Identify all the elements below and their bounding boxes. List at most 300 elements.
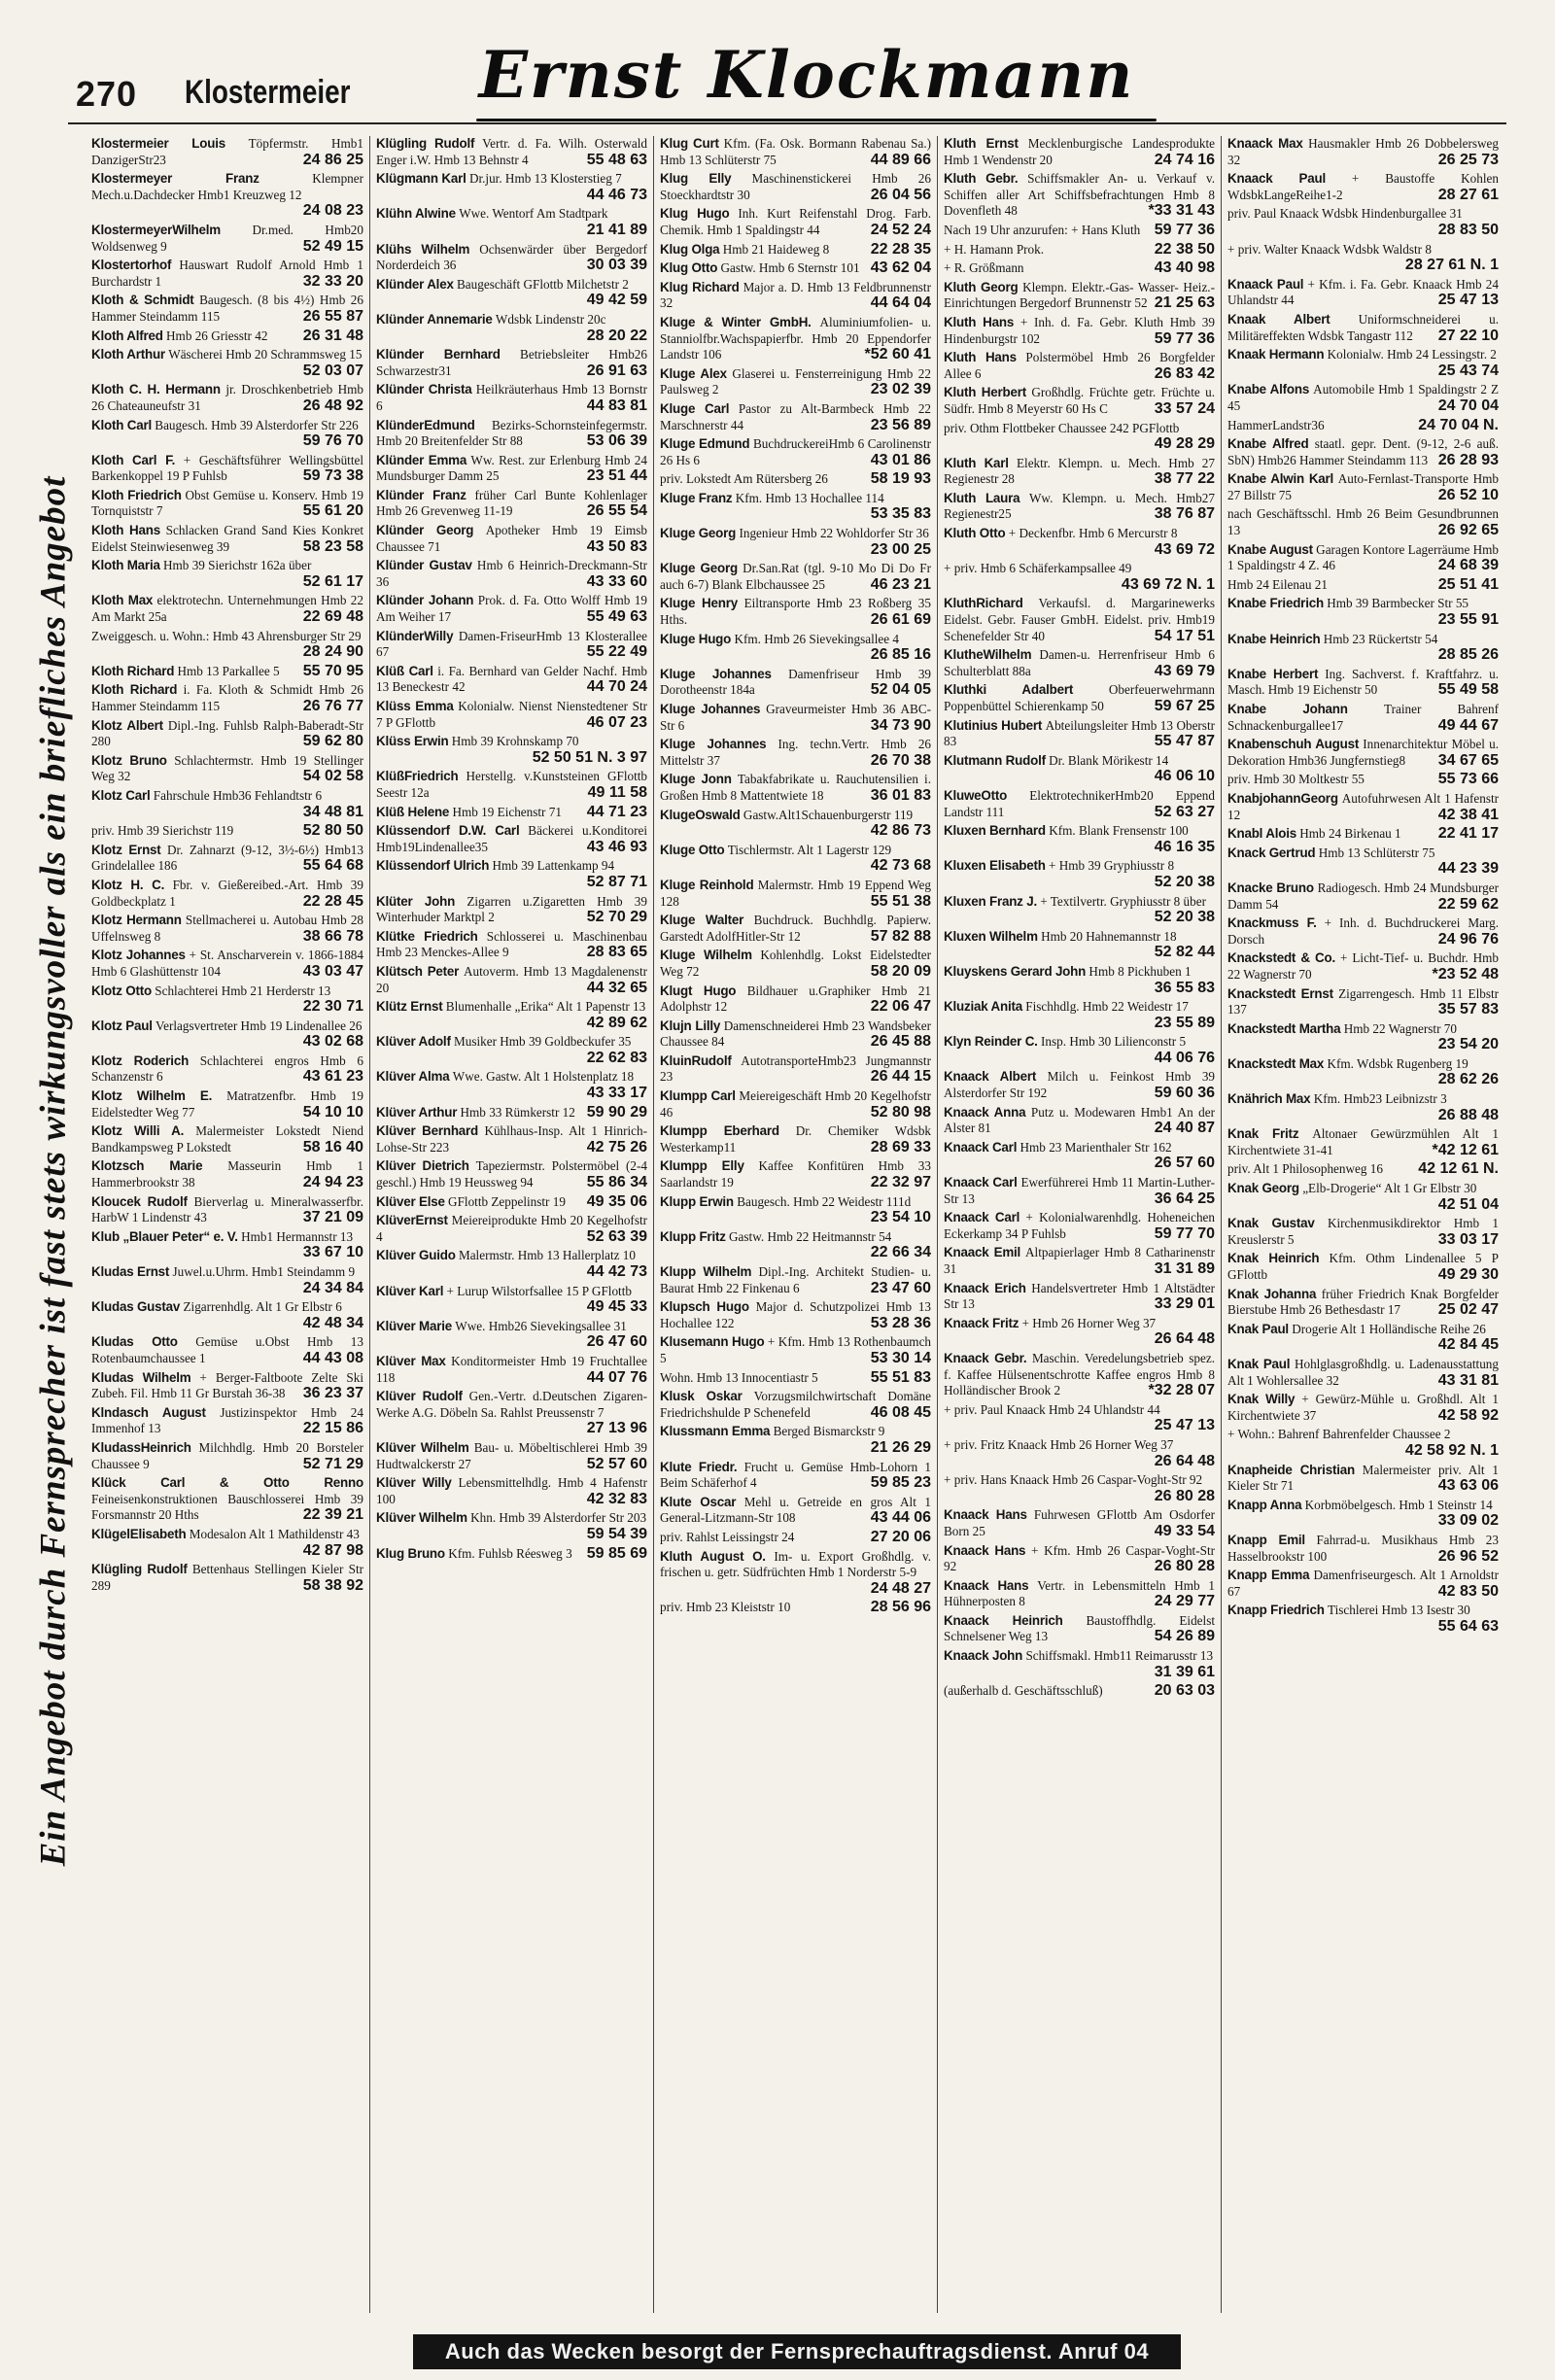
listing-entry <box>1227 1181 1499 1213</box>
listing-entry <box>91 718 363 750</box>
listing-phone: 55 70 95 <box>302 662 363 679</box>
listing-phone: 26 44 15 <box>870 1068 931 1086</box>
listing-name: KludassHeinrich <box>91 1439 191 1455</box>
listing-name: Klumpp Eberhard <box>660 1123 779 1139</box>
listing-entry <box>1227 1216 1499 1248</box>
listing-phone: 24 70 04 <box>1437 397 1499 414</box>
listing-entry <box>376 1475 647 1507</box>
listing-phone: 44 89 66 <box>870 151 931 168</box>
listing-details: Gastw. Hmb 22 Heitmannstr 54 <box>729 1228 892 1244</box>
listing-name: Kluge Henry <box>660 596 738 611</box>
listing-entry <box>91 682 363 714</box>
listing-name: Kluxen Bernhard <box>944 823 1046 839</box>
listing-entry <box>376 242 647 274</box>
listing-phone: 28 56 96 <box>870 1599 931 1616</box>
listing-name: Klück Carl & Otto Renno <box>91 1475 363 1491</box>
listing-phone: 55 47 87 <box>1154 733 1215 750</box>
listing-details: Kfm. Fuhlsb Réesweg 3 <box>448 1545 572 1561</box>
listing-entry <box>1227 1251 1499 1283</box>
listing-entry <box>944 999 1215 1031</box>
listing-entry <box>376 805 647 821</box>
listing-phone: 36 55 83 <box>1154 979 1215 996</box>
listing-entry <box>376 1546 647 1563</box>
listing-phone: 36 23 37 <box>302 1385 363 1402</box>
listing-name: Knaack Carl <box>944 1175 1018 1190</box>
listing-details: Bettenhaus Stellingen Kieler Str 289 <box>91 1562 363 1593</box>
listing-name: Klussmann Emma <box>660 1424 771 1439</box>
listing-details: Malermstr. Hmb 19 Eppend Weg 128 <box>660 877 931 909</box>
listing-entry <box>1227 772 1499 788</box>
listing-details: + Textilvertr. Gryphiusstr 8 über <box>1040 893 1206 909</box>
listing-name: Klyn Reinder C. <box>944 1034 1038 1050</box>
listing-details: Modesalon Alt 1 Mathildenstr 43 <box>189 1526 360 1541</box>
listing-details: Elektr. Klempn. u. Mech. Hmb 27 Regienestr 28 <box>944 455 1215 487</box>
listing-details: Polstermöbel Hmb 26 Borgfelder Allee 6 <box>944 350 1215 381</box>
listing-entry <box>91 223 363 255</box>
listing-name: Knak Heinrich <box>1227 1251 1320 1266</box>
listing-details: Altonaer Gewürzmühlen Alt 1 Kirchentwiete 31-41 <box>1227 1126 1500 1157</box>
listing-name: Klütke Friedrich <box>376 928 478 944</box>
listing-details: Schiffsmakler An- u. Verkauf v. Schiffen aller Art Schiffsbefrachtungen Hmb 8 Dovenfleth 48 <box>944 171 1215 219</box>
listing-entry <box>1227 171 1499 203</box>
listing-phone: 42 38 41 <box>1437 806 1499 823</box>
listing-phone: 59 77 70 <box>1154 1224 1215 1242</box>
listing-details: staatl. gepr. Dent. (9-12, 2-6 auß. SbN) Hmb26 Hammer Steindamm 113 <box>1227 436 1500 467</box>
listing-phone: 58 20 09 <box>870 962 931 980</box>
listing-details: Hmb 19 Eichenstr 71 <box>452 804 562 819</box>
listing-details: Dr.San.Rat (tgl. 9-10 Mo Di Do Fr auch 6-7) Blank Elbchaussee 25 <box>660 561 931 592</box>
listing-entry <box>944 718 1215 750</box>
listing-name: Klünder Annemarie <box>376 311 493 327</box>
listing-entry <box>1227 880 1499 913</box>
listing-name: Kloth Maria <box>91 558 160 573</box>
listing-phone: 26 48 92 <box>302 397 363 414</box>
listing-phone: 59 76 70 <box>302 432 363 450</box>
listing-phone: 46 07 23 <box>586 713 647 731</box>
listing-phone: 27 22 10 <box>1437 327 1499 344</box>
listing-details: + Gewürz-Mühle u. Großhdl. Alt 1 Kirchentwiete 37 <box>1227 1392 1499 1423</box>
listing-name: Knackstedt Ernst <box>1227 985 1333 1001</box>
listing-details: Justizinspektor Hmb 24 Immenhof 13 <box>91 1404 363 1436</box>
listing-entry <box>944 858 1215 890</box>
listing-entry <box>376 171 647 203</box>
listing-entry <box>660 1018 931 1051</box>
listing-entry <box>944 1402 1215 1434</box>
listing-phone: 43 33 17 <box>586 1085 647 1102</box>
listing-details: Bezirks-Schornsteinfegermstr. Hmb 20 Breitenfelder Str 88 <box>376 417 647 449</box>
listing-details: priv. Lokstedt Am Rütersberg 26 <box>660 471 828 487</box>
listing-entry <box>660 171 931 203</box>
listing-details: Schlachterei engros Hmb 6 Schanzenstr 6 <box>91 1052 363 1085</box>
listing-phone: 38 66 78 <box>302 927 363 945</box>
listing-name: Kluth Karl <box>944 455 1009 470</box>
listing-phone: 49 28 29 <box>1154 435 1215 453</box>
listing-details: + H. Hamann Prok. <box>944 241 1045 257</box>
listing-entry <box>91 171 363 220</box>
listing-phone: 26 31 48 <box>302 327 363 344</box>
advertisement-underline <box>476 119 1157 121</box>
listing-details: Damen-FriseurHmb 13 Klosterallee 67 <box>376 628 648 660</box>
listing-entry <box>376 664 647 696</box>
advertisement-banner: Ernst Klockmann <box>478 37 1135 113</box>
listing-entry <box>376 1284 647 1316</box>
listing-details: Aluminiumfolien- u. Stanniolfbr.Wachspapierfbr. Hmb 20 Eppendorfer Landstr 106 <box>660 314 932 362</box>
listing-details: Milch u. Feinkost Hmb 39 Alsterdorfer Str 192 <box>944 1069 1216 1101</box>
listing-phone: 26 85 16 <box>870 646 931 664</box>
listing-entry <box>376 894 647 926</box>
listing-name: Kluge Franz <box>660 490 733 505</box>
listing-phone: 44 71 23 <box>586 803 647 820</box>
listing-name: Kloth Richard <box>91 682 178 698</box>
listing-details: Prok. d. Fa. Otto Wolff Hmb 19 Am Weiher 17 <box>376 593 647 625</box>
listing-details: Baugesch. Hmb 22 Weidestr 111d <box>737 1193 912 1209</box>
listing-name: Knaack Emil <box>944 1245 1021 1260</box>
listing-details: Fuhrwesen GFlottb Am Osdorfer Born 25 <box>944 1507 1215 1538</box>
listing-phone: 49 42 59 <box>586 292 647 309</box>
listing-phone: 42 86 73 <box>870 822 931 840</box>
listing-phone: 33 29 01 <box>1154 1295 1215 1313</box>
listing-entry <box>1227 1091 1499 1123</box>
listing-entry <box>91 1018 363 1051</box>
listing-name: KlüverErnst <box>376 1213 448 1228</box>
listing-entry <box>944 385 1215 417</box>
listing-details: AutotransporteHmb23 Jungmannstr 23 <box>660 1052 931 1085</box>
listing-details: Kühlhaus-Insp. Alt 1 Hinrich-Lohse-Str 223 <box>376 1123 647 1155</box>
listing-phone: 55 73 66 <box>1437 771 1499 788</box>
listing-entry <box>91 823 363 840</box>
listing-details: + Kfm. Hmb 13 Rothenbaumch 5 <box>660 1334 932 1365</box>
listing-phone: 26 04 56 <box>870 186 931 203</box>
listing-phone: 42 73 68 <box>870 857 931 875</box>
listing-details: Blumenhalle „Erika“ Alt 1 Papenstr 13 <box>445 999 646 1015</box>
listing-name: Kloth Friedrich <box>91 487 182 502</box>
listing-entry <box>944 1507 1215 1539</box>
listing-details: Berged Bismarckstr 9 <box>773 1424 885 1439</box>
listing-name: Knackstedt & Co. <box>1227 950 1335 966</box>
listing-details: + priv. Hmb 6 Schäferkampsallee 49 <box>944 561 1132 576</box>
listing-entry <box>660 491 931 523</box>
listing-name: Kluxen Wilhelm <box>944 928 1038 944</box>
listing-details: Tischlermstr. Alt 1 Lagerstr 129 <box>727 842 892 857</box>
listing-entry <box>91 1229 363 1261</box>
listing-entry <box>660 401 931 433</box>
listing-entry <box>376 734 647 766</box>
listing-phone: 49 29 30 <box>1437 1266 1499 1283</box>
listing-phone: 52 04 05 <box>870 681 931 699</box>
listing-entry <box>91 347 363 379</box>
listing-details: Fischhdlg. Hmb 22 Weidestr 17 <box>1025 999 1189 1015</box>
listing-entry <box>91 1158 363 1190</box>
listing-phone: 52 63 39 <box>586 1227 647 1245</box>
listing-details: Klempner Mech.u.Dachdecker Hmb1 Kreuzweg 12 <box>91 171 363 202</box>
listing-entry <box>91 328 363 345</box>
listing-phone: 24 96 76 <box>1437 930 1499 948</box>
listing-details: Maschinenstickerei Hmb 26 Stoeckhardtstr 30 <box>660 171 931 202</box>
listing-entry <box>660 315 931 363</box>
listing-name: Klub „Blauer Peter“ e. V. <box>91 1228 238 1244</box>
listing-entry <box>376 1069 647 1101</box>
listing-name: Klüver Dietrich <box>376 1158 469 1174</box>
listing-entry <box>91 453 363 485</box>
listing-phone: 42 87 98 <box>302 1541 363 1559</box>
listing-phone: 28 27 61 N. 1 <box>1404 257 1499 274</box>
listing-details: + Lurup Wilstorfsallee 15 P GFlottb <box>446 1283 632 1298</box>
listing-phone: 44 83 81 <box>586 397 647 414</box>
listing-phone: 44 43 08 <box>302 1349 363 1366</box>
listing-entry <box>1227 950 1499 983</box>
listing-name: Klühs Wilhelm <box>376 241 470 257</box>
listing-name: Kloucek Rudolf <box>91 1193 188 1209</box>
listing-name: Kluth Herbert <box>944 385 1026 400</box>
listing-details: Dr.med. Hmb20 Woldsenweg 9 <box>91 222 363 254</box>
listing-details: Hmb 20 Hahnemannstr 18 <box>1041 928 1177 944</box>
listing-entry <box>91 1405 363 1437</box>
listing-name: Klusemann Hugo <box>660 1334 765 1350</box>
listing-entry <box>944 1648 1215 1680</box>
listing-name: Klotz Roderich <box>91 1052 190 1068</box>
listing-phone: 44 23 39 <box>1437 860 1499 878</box>
listing-name: Kluge Wilhelm <box>660 948 752 963</box>
listing-name: Klütz Ernst <box>376 999 443 1015</box>
listing-name: Knackmuss F. <box>1227 915 1317 931</box>
listing-details: Dr. Chemiker Wdsbk Westerkamp11 <box>660 1123 932 1155</box>
listing-name: Knak Paul <box>1227 1356 1291 1371</box>
listing-details: Inh. Kurt Reifenstahl Drog. Farb. Chemik. Hmb 1 Spaldingstr 44 <box>660 206 931 237</box>
listing-phone: 28 83 65 <box>586 944 647 961</box>
page-number: 270 <box>76 74 138 114</box>
listing-phone: 24 68 39 <box>1437 557 1499 574</box>
listing-phone: 26 64 48 <box>1154 1330 1215 1348</box>
listing-phone: 43 33 60 <box>586 572 647 590</box>
listing-name: Kluge Alex <box>660 365 727 381</box>
listing-entry <box>944 823 1215 855</box>
listing-name: Kluziak Anita <box>944 999 1022 1015</box>
listing-phone: 54 17 51 <box>1154 627 1215 644</box>
listing-phone: 43 31 81 <box>1437 1371 1499 1389</box>
listing-phone: 44 07 76 <box>586 1368 647 1386</box>
listing-details: (außerhalb d. Geschäftsschluß) <box>944 1683 1103 1699</box>
listing-phone: 25 43 74 <box>1437 362 1499 379</box>
listing-entry <box>660 561 931 593</box>
listing-details: Kohlenhdlg. Lokst Eidelstedter Weg 72 <box>660 948 931 979</box>
listing-details: Insp. Hmb 30 Lilienconstr 5 <box>1041 1034 1187 1050</box>
listing-entry <box>91 664 363 680</box>
listing-name: Knabe Johann <box>1227 702 1348 716</box>
listing-phone: 44 06 76 <box>1154 1049 1215 1066</box>
listing-entry <box>944 1245 1215 1277</box>
listing-phone: 58 16 40 <box>302 1138 363 1156</box>
listing-details: Hmb 21 Haideweg 8 <box>722 241 830 257</box>
directory-column-4 <box>937 136 1221 2313</box>
listing-entry <box>944 223 1215 239</box>
listing-phone: 52 50 51 N. 3 97 <box>532 748 647 766</box>
listing-entry <box>944 421 1215 453</box>
listing-details: + Kfm. i. Fa. Gebr. Knaack Hmb 24 Uhlandstr 44 <box>1227 276 1499 308</box>
listing-entry <box>944 1437 1215 1469</box>
listing-entry <box>660 1158 931 1190</box>
listing-entry <box>944 1105 1215 1137</box>
listing-details: Zigarrengesch. Hmb 11 Elbstr 137 <box>1227 985 1500 1018</box>
listing-details: Malermeister priv. Alt 1 Kieler Str 71 <box>1227 1462 1500 1494</box>
listing-phone: 44 42 73 <box>586 1263 647 1280</box>
listing-phone: 42 51 04 <box>1437 1195 1499 1213</box>
listing-name: Kloth Richard <box>91 663 175 678</box>
listing-name: Kluth Laura <box>944 490 1020 505</box>
listing-entry <box>660 436 931 468</box>
listing-name: Klühn Alwine <box>376 206 456 222</box>
listing-entry <box>1227 471 1499 503</box>
listing-details: Kfm. Blank Frensenstr 100 <box>1049 823 1189 839</box>
listing-entry <box>944 1281 1215 1313</box>
listing-entry <box>376 1105 647 1121</box>
listing-details: Radiogesch. Hmb 24 Mundsburger Damm 54 <box>1227 880 1499 912</box>
listing-name: Klünder Emma <box>376 452 467 467</box>
listing-name: Klotzsch Marie <box>91 1158 203 1174</box>
listing-entry <box>376 1354 647 1386</box>
listing-details: Vorzugsmilchwirtschaft Domäne Friedrichshulde P Schenefeld <box>660 1389 931 1420</box>
listing-entry <box>660 366 931 398</box>
listing-entry <box>660 596 931 628</box>
listing-details: Korbmöbelgesch. Hmb 1 Steinstr 14 <box>1304 1497 1493 1512</box>
listing-details: Kaffee Konfitüren Hmb 33 Saarlandstr 19 <box>660 1158 931 1190</box>
listing-details: Wwe. Hmb26 Sievekingsallee 31 <box>455 1318 627 1333</box>
listing-entry <box>1227 312 1499 344</box>
listing-phone: 49 44 67 <box>1437 716 1499 734</box>
listing-details: Herstellg. v.Kunststeinen GFlottb Seestr 12a <box>376 769 647 800</box>
listing-entry <box>376 136 647 168</box>
listing-details: Verlagsvertreter Hmb 19 Lindenallee 26 <box>156 1018 363 1033</box>
listing-name: Knabl Alois <box>1227 826 1296 842</box>
listing-entry <box>1227 1427 1499 1459</box>
listing-details: Kolonialw. Hmb 24 Lessingstr. 2 <box>1327 347 1497 362</box>
listing-details: Drogerie Alt 1 Holländische Reihe 26 <box>1292 1321 1486 1336</box>
listing-name: Knaack Fritz <box>944 1315 1019 1330</box>
listing-details: Hmb 13 Parkallee 5 <box>177 663 280 678</box>
listing-phone: 28 24 90 <box>302 643 363 661</box>
listing-entry <box>944 456 1215 488</box>
listing-details: Hmb 24 Birkenau 1 <box>1299 826 1401 842</box>
listing-details: Major d. Schutzpolizei Hmb 13 Hochallee 122 <box>660 1299 932 1330</box>
listing-phone: 33 09 02 <box>1437 1512 1499 1530</box>
listing-name: Klotz Bruno <box>91 752 167 768</box>
listing-details: Hmb 33 Rümkerstr 12 <box>460 1104 575 1120</box>
listing-phone: 43 46 93 <box>586 838 647 855</box>
listing-phone: 52 49 15 <box>302 237 363 255</box>
listing-details: Uniformschneiderei u. Militäreffekten Wdsbk Tangastr 112 <box>1227 311 1499 343</box>
listing-phone: 34 73 90 <box>870 716 931 734</box>
listing-details: + Inh. d. Fa. Gebr. Kluth Hmb 39 Hindenburgstr 102 <box>944 314 1215 346</box>
listing-phone: 58 38 92 <box>302 1576 363 1594</box>
listing-entry <box>944 1543 1215 1575</box>
listing-details: Schlachtermstr. Hmb 19 Stellinger Weg 32 <box>91 752 363 784</box>
listing-entry <box>1227 1357 1499 1389</box>
listing-name: Klotz Ernst <box>91 842 161 857</box>
listing-name: Klumpp Elly <box>660 1158 744 1174</box>
listing-phone: 43 63 06 <box>1437 1477 1499 1495</box>
listing-details: Oberfeuerwehrmann Poppenbüttel Schierenkamp 50 <box>944 682 1215 713</box>
listing-details: Vertr. d. Fa. Wilh. Osterwald Enger i.W. Hmb 13 Behnstr 4 <box>376 136 647 167</box>
listing-name: Klug Richard <box>660 279 740 294</box>
listing-phone: 38 77 22 <box>1154 470 1215 488</box>
listing-details: Hmb 22 Wagnerstr 70 <box>1343 1020 1457 1036</box>
listing-phone: 26 55 87 <box>302 307 363 325</box>
listing-phone: 24 08 23 <box>302 202 363 220</box>
listing-details: + Deckenfbr. Hmb 6 Mercurstr 8 <box>1008 526 1178 541</box>
listing-name: Klünder Franz <box>376 487 466 502</box>
listing-phone: 52 80 98 <box>870 1103 931 1121</box>
listing-phone: 25 02 47 <box>1437 1301 1499 1319</box>
listing-details: Konditormeister Hmb 19 Fruchtallee 118 <box>376 1353 647 1385</box>
listing-entry <box>660 878 931 910</box>
listing-name: Knaack Max <box>1227 136 1303 151</box>
listing-details: priv. Alt 1 Philosophenweg 16 <box>1227 1161 1383 1177</box>
listing-entry <box>660 1053 931 1086</box>
listing-entry <box>1227 1603 1499 1635</box>
listing-phone: 26 47 60 <box>586 1333 647 1351</box>
listing-entry <box>91 753 363 785</box>
listing-name: Knabe Alwin Karl <box>1227 471 1334 487</box>
listing-phone: 43 44 06 <box>870 1509 931 1527</box>
listing-name: Klüssendorf Ulrich <box>376 858 490 874</box>
listing-entry <box>376 823 647 855</box>
listing-details: Tischlerei Hmb 13 Isestr 30 <box>1327 1603 1470 1618</box>
listing-entry <box>91 293 363 325</box>
listing-phone: 43 40 98 <box>1154 259 1215 277</box>
listing-details: Milchhdlg. Hmb 20 Borsteler Chaussee 9 <box>91 1439 363 1471</box>
listing-phone: 52 87 71 <box>586 873 647 890</box>
listing-entry <box>1227 418 1499 434</box>
listing-name: Knapp Emil <box>1227 1532 1305 1547</box>
listing-phone: 26 91 63 <box>586 362 647 379</box>
listing-entry <box>660 913 931 945</box>
listing-phone: 55 61 20 <box>302 502 363 520</box>
listing-entry <box>944 788 1215 820</box>
listing-details: Baustoffhdlg. Eidelst Schnelsener Weg 13 <box>944 1612 1215 1644</box>
listing-name: Knaack Albert <box>944 1069 1037 1085</box>
listing-entry <box>376 1510 647 1542</box>
listing-entry <box>660 843 931 875</box>
listing-details: Hmb 39 Sierichstr 162a über <box>163 558 312 573</box>
listing-phone: 25 51 41 <box>1437 575 1499 593</box>
listing-phone: 24 48 27 <box>870 1579 931 1597</box>
listing-entry <box>1227 845 1499 878</box>
listing-entry <box>660 1370 931 1387</box>
listing-name: Klupsch Hugo <box>660 1299 749 1315</box>
listing-name: Knährich Max <box>1227 1091 1311 1107</box>
listing-name: Kluge Johannes <box>660 666 772 681</box>
listing-details: Baugesch. (8 bis 4½) Hmb 26 Hammer Steindamm 115 <box>91 293 363 324</box>
listing-details: Damen-u. Herrenfriseur Hmb 6 Schulterblatt 88a <box>944 647 1216 678</box>
listing-phone: 23 55 89 <box>1154 1014 1215 1031</box>
listing-phone: 26 80 28 <box>1154 1487 1215 1504</box>
listing-entry <box>944 491 1215 523</box>
listing-name: Kluge Edmund <box>660 436 750 452</box>
listing-details: Damenschneiderei Hmb 23 Wandsbeker Chaussee 84 <box>660 1018 931 1050</box>
listing-phone: 55 51 38 <box>870 892 931 910</box>
listing-phone: 28 83 50 <box>1437 221 1499 238</box>
listing-phone: 53 30 14 <box>870 1349 931 1366</box>
listing-details: Schlacken Grand Sand Kies Konkret Eidelst Steinwiesenweg 39 <box>91 523 363 554</box>
listing-phone: 26 70 38 <box>870 751 931 769</box>
listing-entry <box>376 629 647 661</box>
listing-entry <box>1227 737 1499 769</box>
listing-name: Kluth Hans <box>944 314 1015 329</box>
listing-name: Kloth Alfred <box>91 328 163 343</box>
listing-name: Knaack Gebr. <box>944 1350 1027 1365</box>
listing-entry <box>91 418 363 450</box>
listing-phone: 59 67 25 <box>1154 698 1215 714</box>
listing-name: Kloth Arthur <box>91 347 165 362</box>
